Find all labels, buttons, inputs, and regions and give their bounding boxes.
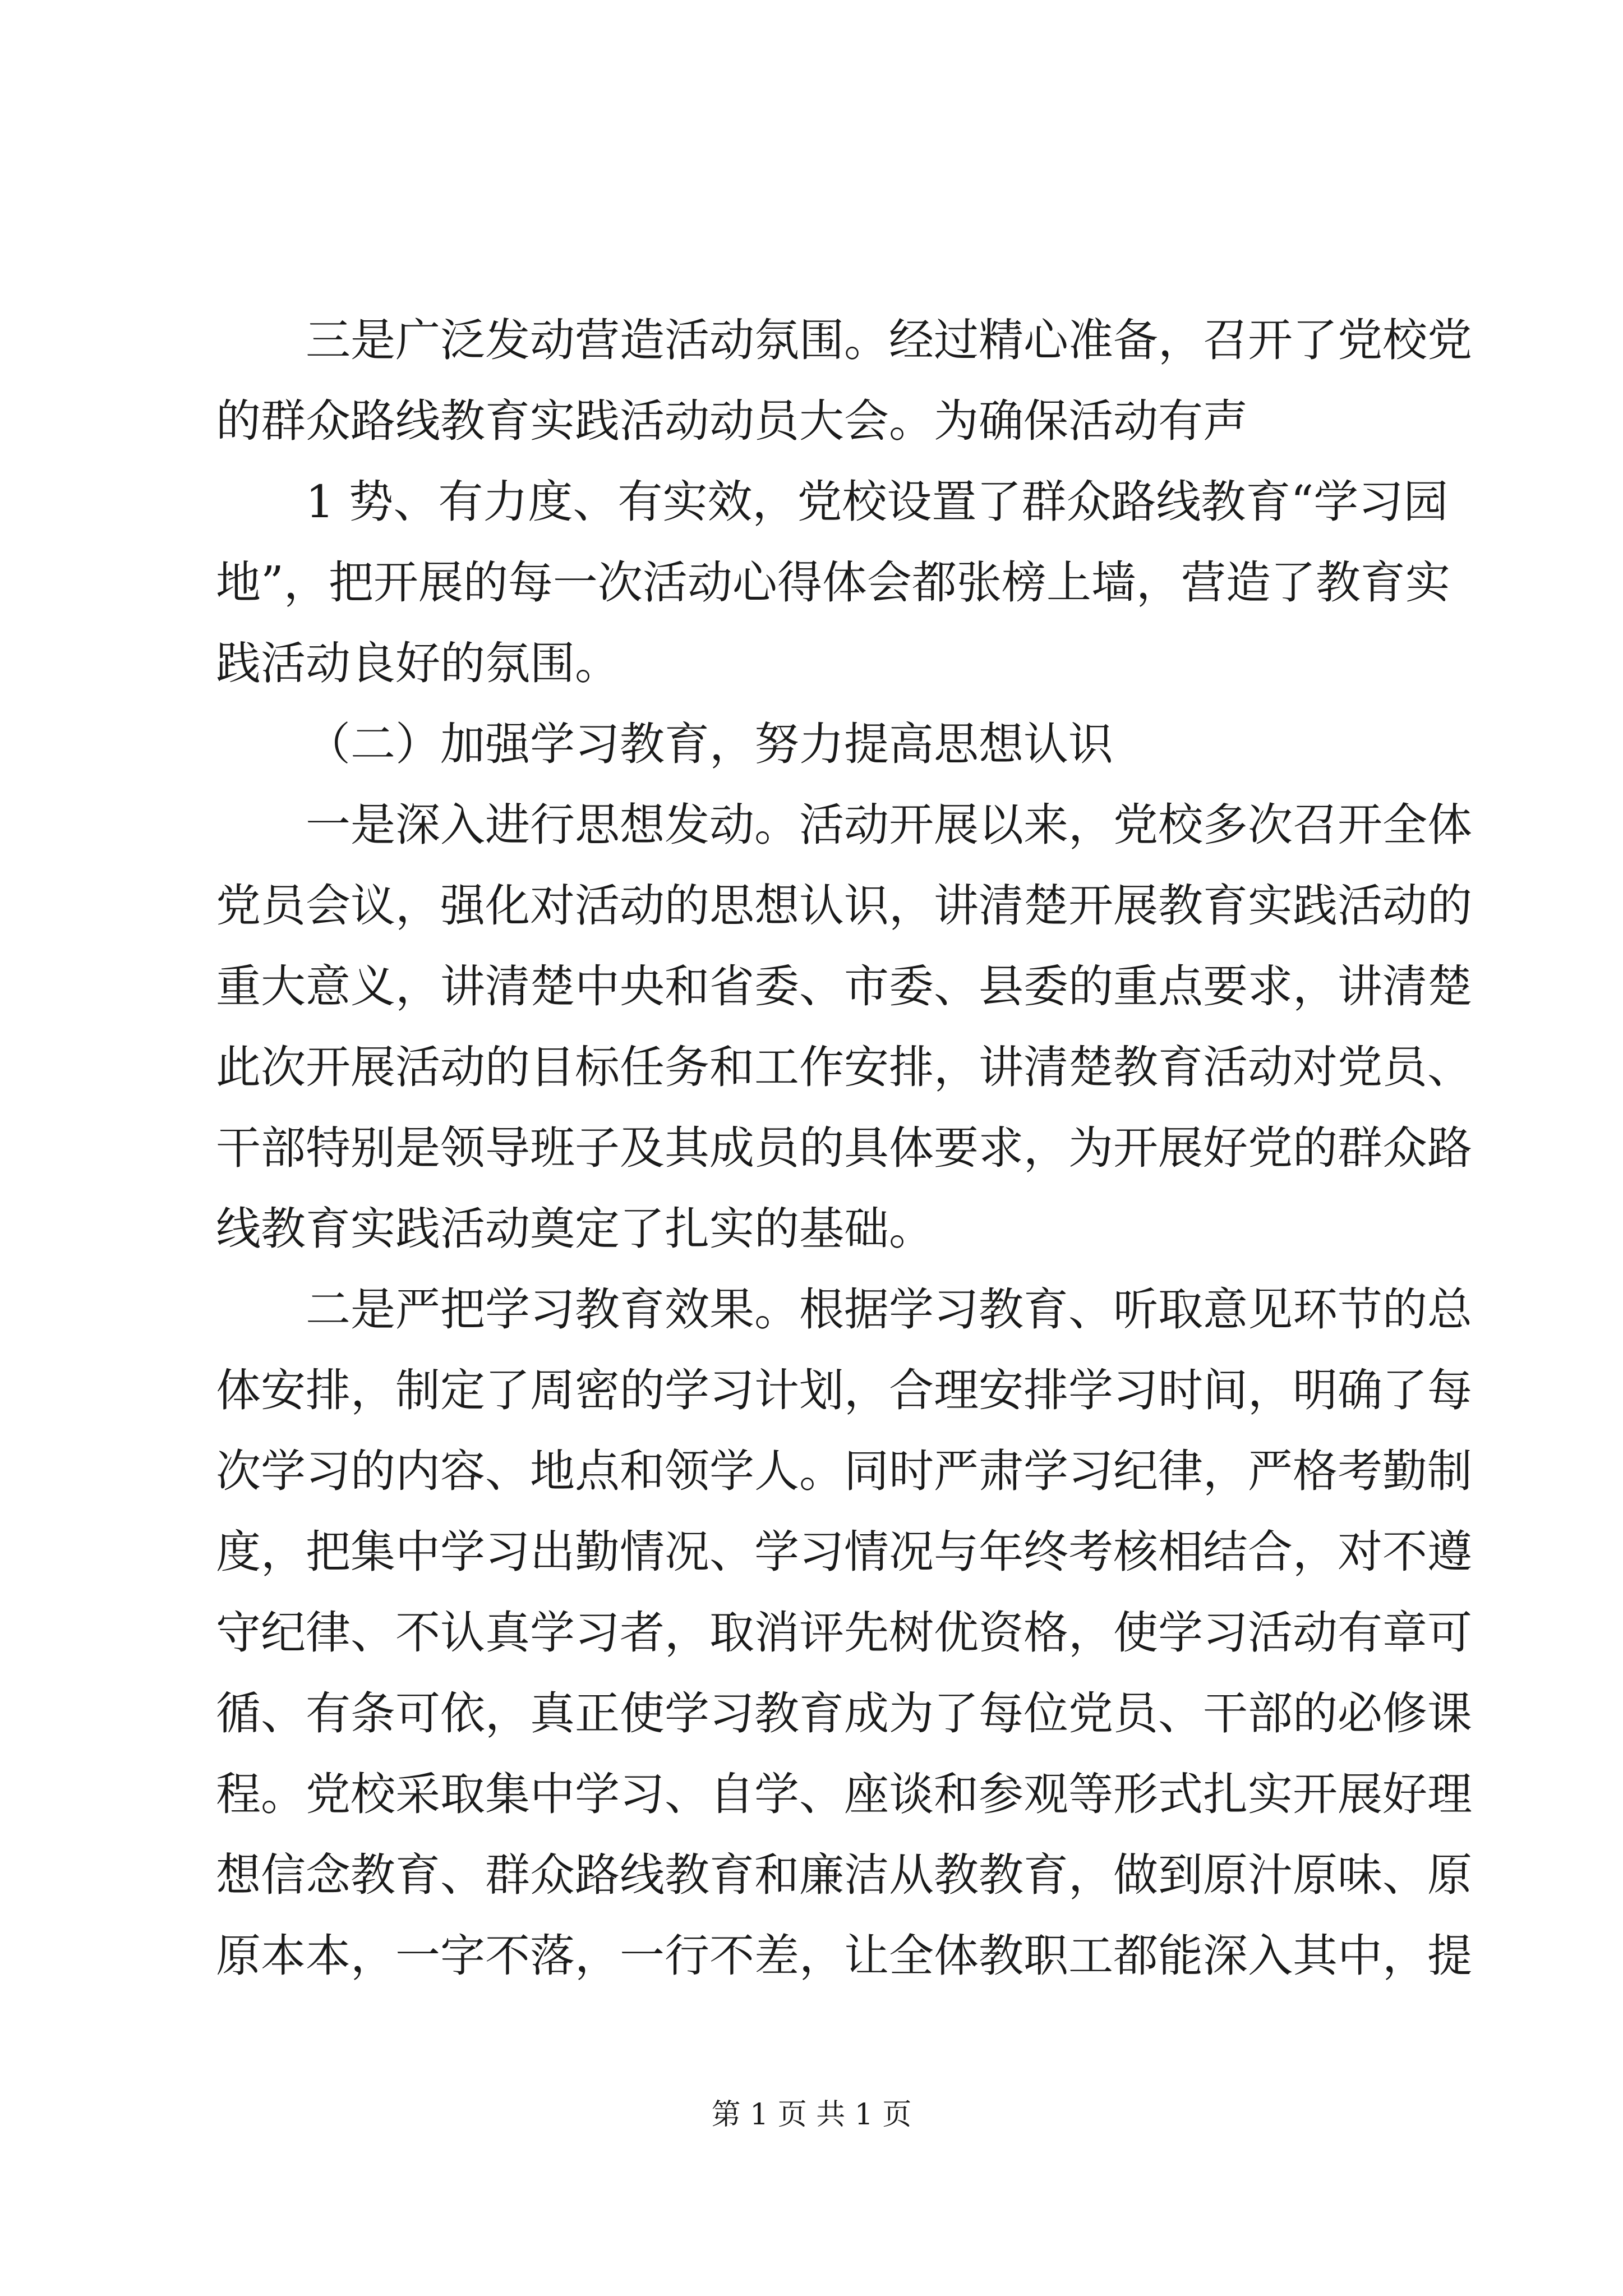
paragraph-line: 守纪律、不认真学习者，取消评先树优资格，使学习活动有章可: [216, 1607, 1472, 1659]
paragraph-line: 党员会议，强化对活动的思想认识，讲清楚开展教育实践活动的: [216, 880, 1472, 932]
paragraph-line: 地”，把开展的每一次活动心得体会都张榜上墙，营造了教育实: [216, 556, 1450, 609]
document-body: [216, 300, 1472, 1996]
paragraph-line: 线教育实践活动奠定了扎实的基础。: [216, 1203, 934, 1255]
paragraph-line: 度，把集中学习出勤情况、学习情况与年终考核相结合，对不遵: [216, 1526, 1472, 1578]
paragraph-line: 一是深入进行思想发动。活动开展以来，党校多次召开全体: [306, 799, 1472, 851]
paragraph-line: 的群众路线教育实践活动动员大会。为确保活动有声: [216, 395, 1248, 447]
paragraph-line: 干部特别是领导班子及其成员的具体要求，为开展好党的群众路: [216, 1122, 1472, 1174]
paragraph-line: 次学习的内容、地点和领学人。同时严肃学习纪律，严格考勤制: [216, 1445, 1472, 1497]
paragraph-line: 体安排，制定了周密的学习计划，合理安排学习时间，明确了每: [216, 1364, 1472, 1416]
paragraph-line: 1 势、有力度、有实效，党校设置了群众路线教育“学习园: [306, 476, 1449, 528]
paragraph-line: 原本本，一字不落，一行不差，让全体教职工都能深入其中，提: [216, 1930, 1472, 1982]
paragraph-line: 践活动良好的氛围。: [216, 637, 620, 689]
paragraph-line: 程。党校采取集中学习、自学、座谈和参观等形式扎实开展好理: [216, 1768, 1472, 1820]
page-footer: 第 1 页 共 1 页: [711, 2098, 912, 2132]
paragraph-line: 重大意义，讲清楚中央和省委、市委、县委的重点要求，讲清楚: [216, 960, 1472, 1013]
paragraph-line: 循、有条可依，真正使学习教育成为了每位党员、干部的必修课: [216, 1687, 1472, 1740]
paragraph-line: 二是严把学习教育效果。根据学习教育、听取意见环节的总: [306, 1283, 1472, 1336]
paragraph-line: 此次开展活动的目标任务和工作安排，讲清楚教育活动对党员、: [216, 1041, 1472, 1093]
paragraph-line: 想信念教育、群众路线教育和廉洁从教教育，做到原汁原味、原: [216, 1849, 1472, 1901]
section-heading: （二）加强学习教育，努力提高思想认识: [306, 718, 1113, 770]
paragraph-line: 三是广泛发动营造活动氛围。经过精心准备，召开了党校党: [306, 314, 1472, 366]
